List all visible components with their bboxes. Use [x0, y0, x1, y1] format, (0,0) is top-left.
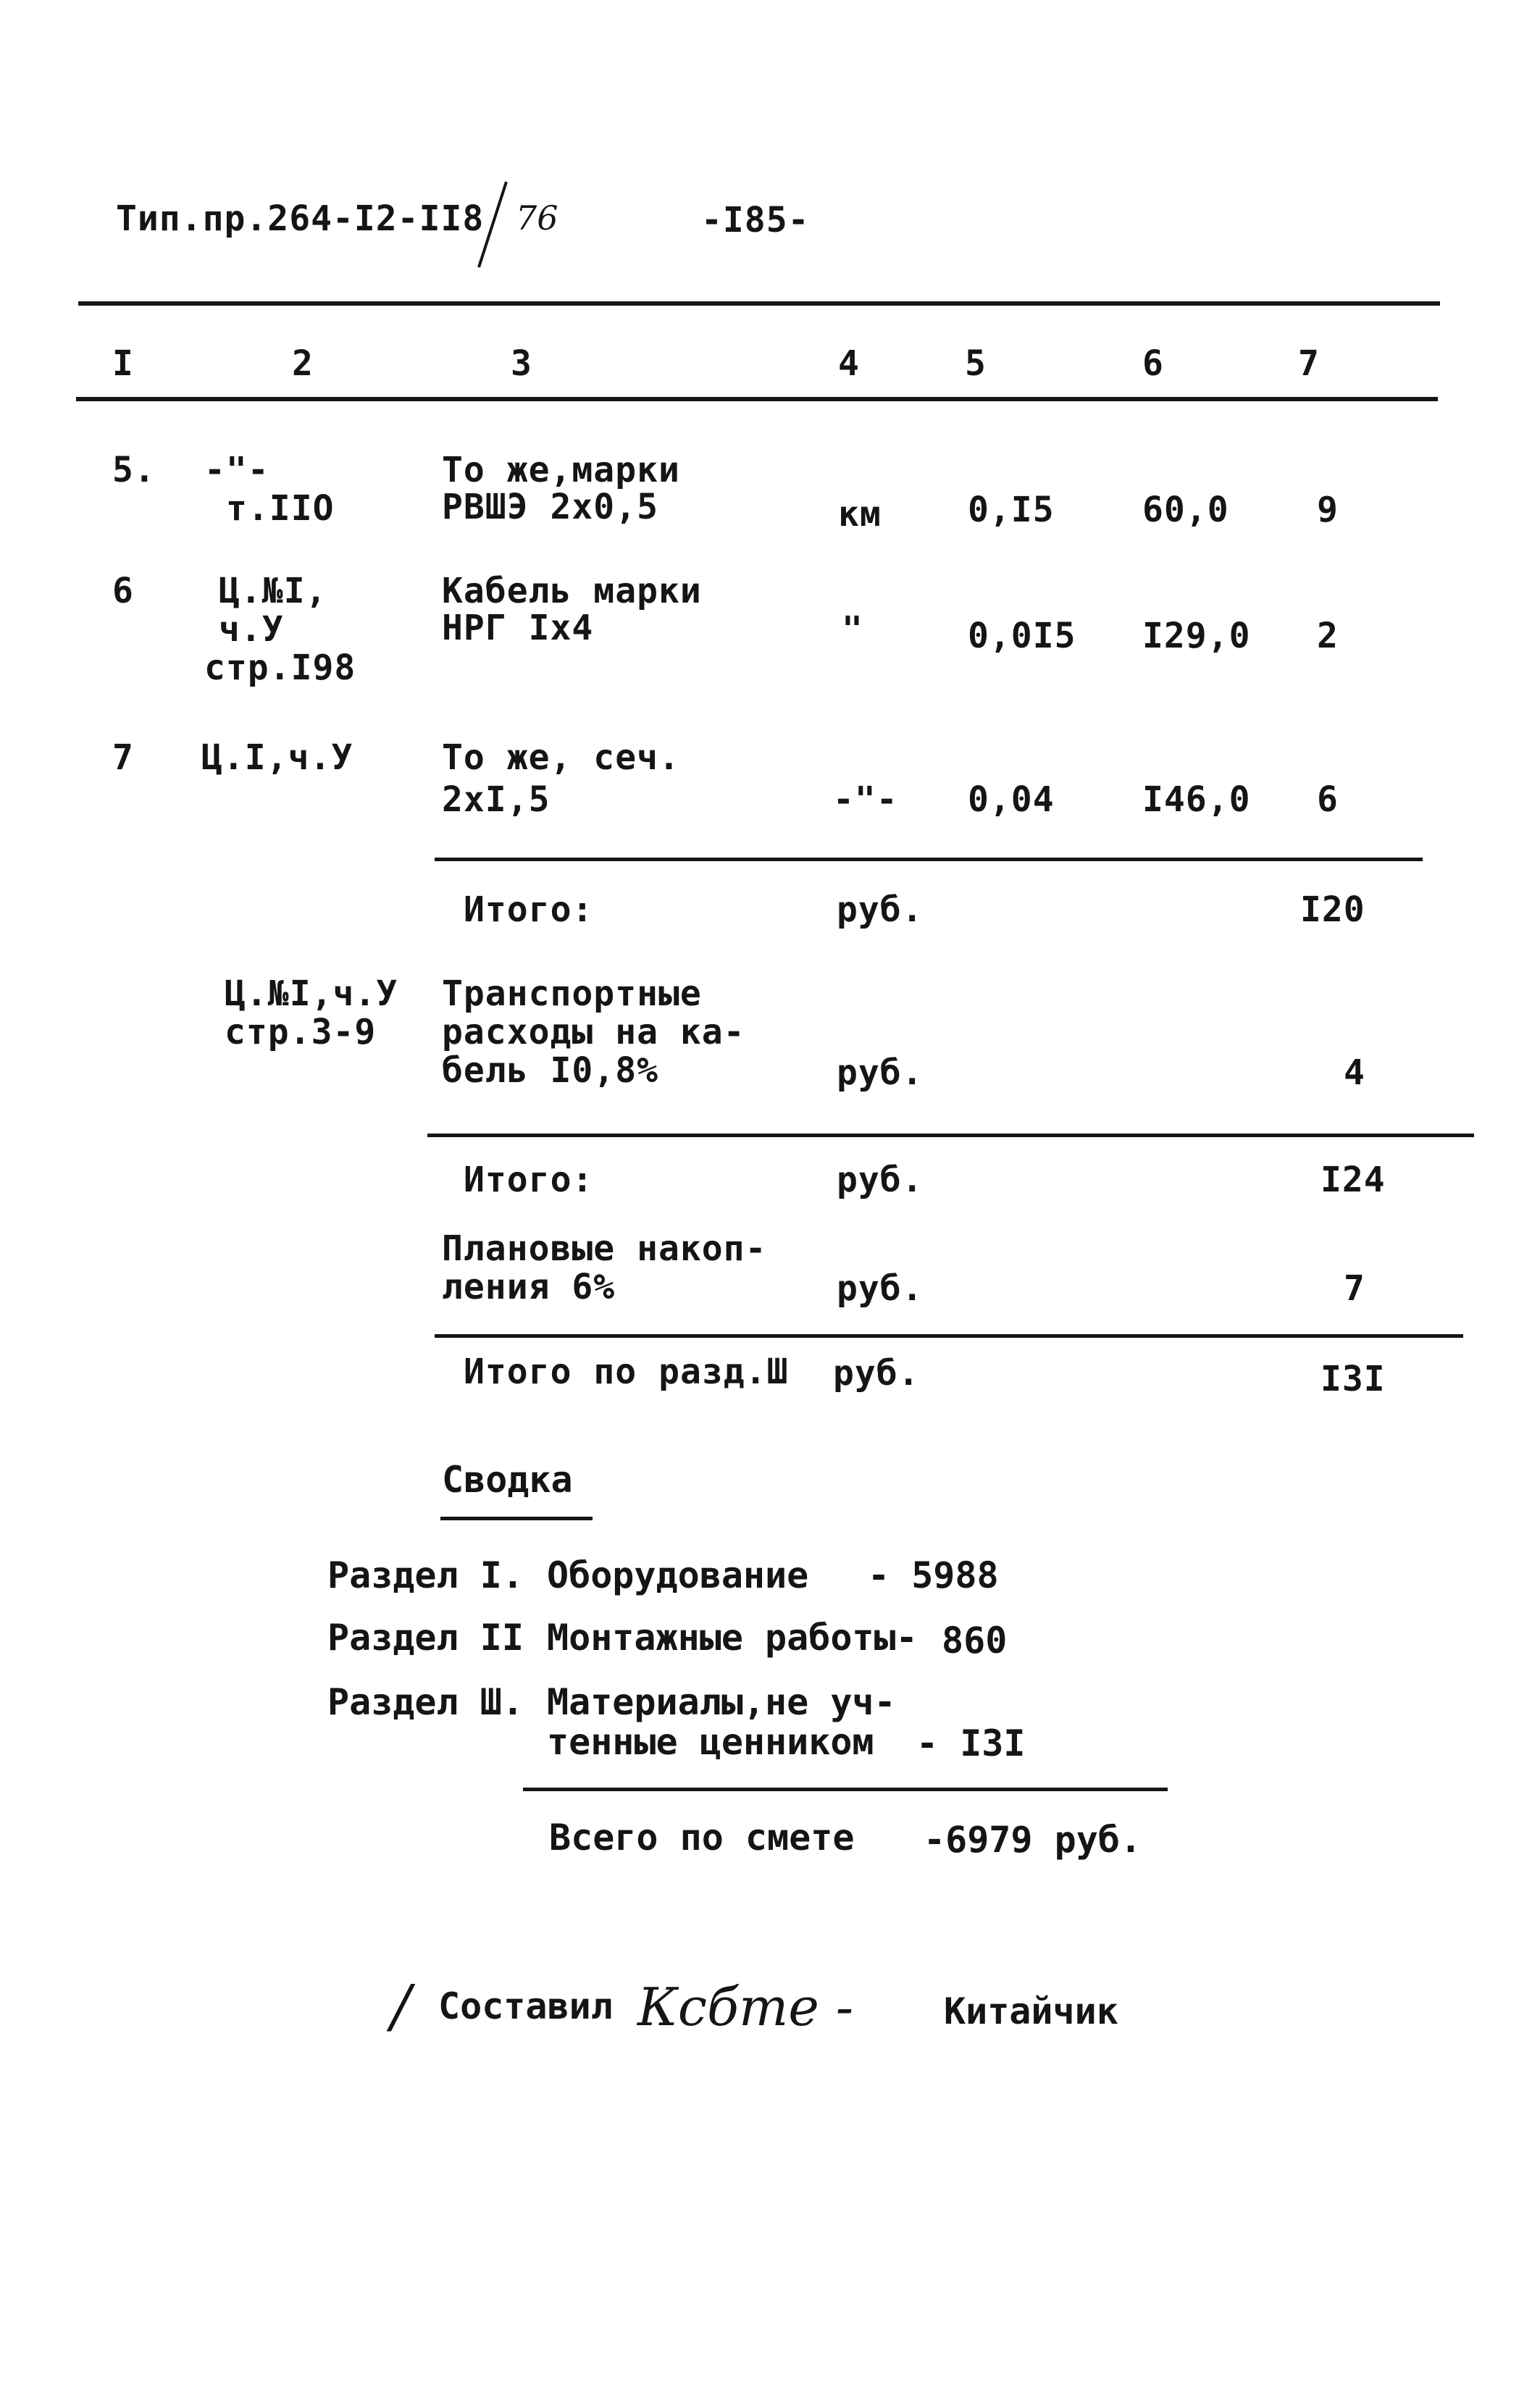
row-total: 2 — [1317, 616, 1339, 656]
grand-total-value: -6979 руб. — [924, 1819, 1142, 1861]
row-description-line: То же, сеч. — [442, 737, 680, 778]
transport-unit: руб. — [837, 1052, 924, 1093]
summary-section: Раздел II — [327, 1617, 524, 1659]
planned-total: 7 — [1344, 1268, 1365, 1309]
row-reference-line: ч.У — [219, 609, 284, 650]
summary-value: - 5988 — [868, 1554, 999, 1596]
planned-description-line: ления 6% — [442, 1267, 616, 1307]
summary-value: 860 — [942, 1620, 1008, 1662]
transport-reference-line: стр.3-9 — [225, 1012, 377, 1052]
transport-reference-line: Ц.№I,ч.У — [225, 973, 398, 1014]
grand-total-rule — [523, 1788, 1168, 1791]
subtotal-rule — [435, 858, 1423, 861]
handwritten-signature: Ксбте - — [637, 1977, 854, 2037]
row-reference-line: Ц.I,ч.У — [201, 737, 353, 778]
row-reference-line: т.IIО — [226, 488, 335, 529]
column-header-5: 5 — [965, 343, 987, 384]
summary-name: Монтажные работы- — [547, 1617, 918, 1659]
column-header-4: 4 — [838, 343, 860, 384]
row-unit: км — [838, 494, 882, 535]
subtotal-total: I24 — [1321, 1160, 1386, 1200]
subtotal-unit: руб. — [837, 1160, 924, 1200]
transport-description-line: бель I0,8% — [442, 1050, 658, 1091]
row-quantity: 0,I5 — [968, 490, 1055, 530]
row-price: I29,0 — [1142, 616, 1251, 656]
summary-section: Раздел Ш. — [327, 1681, 524, 1723]
summary-title-underline — [440, 1517, 593, 1520]
document-reference-handwritten: 76 — [516, 198, 558, 238]
row-unit: -"- — [833, 779, 898, 820]
summary-name: Оборудование — [547, 1554, 809, 1596]
planned-unit: руб. — [837, 1268, 924, 1309]
row-quantity: 0,0I5 — [968, 616, 1076, 656]
column-header-3: 3 — [511, 343, 532, 384]
section-total-rule — [435, 1334, 1463, 1338]
summary-section: Раздел I. — [327, 1554, 524, 1596]
row-price: I46,0 — [1142, 779, 1251, 820]
row-number: 7 — [112, 737, 134, 778]
column-header-1: I — [112, 343, 134, 384]
transport-description-line: расходы на ка- — [442, 1012, 745, 1052]
subtotal-rule — [427, 1134, 1474, 1137]
row-reference-line: -"- — [204, 450, 269, 490]
row-description-line: То же,марки — [442, 450, 680, 490]
row-reference-line: стр.I98 — [204, 648, 356, 688]
row-number: 5. — [112, 450, 156, 490]
grand-total-label: Всего по смете — [549, 1817, 855, 1859]
row-description-line: НРГ Iх4 — [442, 608, 594, 648]
transport-total: 4 — [1344, 1052, 1365, 1093]
handwritten-slash — [474, 177, 511, 272]
subtotal-total: I20 — [1300, 889, 1365, 930]
page-number: -I85- — [701, 200, 810, 240]
row-number: 6 — [112, 571, 134, 611]
column-header-7: 7 — [1298, 343, 1320, 384]
subtotal-label: Итого: — [464, 889, 594, 930]
table-top-rule — [78, 301, 1440, 306]
row-description-line: РВШЭ 2х0,5 — [442, 487, 658, 527]
row-total: 6 — [1317, 779, 1339, 820]
summary-name-line: тенные ценником — [547, 1721, 874, 1763]
subtotal-unit: руб. — [837, 889, 924, 930]
row-quantity: 0,04 — [968, 779, 1055, 820]
row-price: 60,0 — [1142, 490, 1229, 530]
subtotal-label: Итого: — [464, 1160, 594, 1200]
row-description-line: Кабель марки — [442, 571, 702, 611]
section-total-label: Итого по разд.Ш — [464, 1352, 789, 1392]
planned-description-line: Плановые накоп- — [442, 1228, 767, 1269]
row-unit: " — [842, 609, 863, 650]
signature-label: Составил — [438, 1985, 613, 2027]
column-header-2: 2 — [292, 343, 314, 384]
signatory-name: Китайчик — [944, 1990, 1118, 2032]
section-total-value: I3I — [1321, 1359, 1386, 1399]
row-total: 9 — [1317, 490, 1339, 530]
column-header-6: 6 — [1142, 343, 1164, 384]
row-description-line: 2хI,5 — [442, 779, 551, 820]
row-reference-line: Ц.№I, — [219, 571, 327, 611]
summary-title: Сводка — [442, 1459, 573, 1501]
summary-name-line: Материалы,не уч- — [547, 1681, 896, 1723]
transport-description-line: Транспортные — [442, 973, 702, 1014]
section-total-unit: руб. — [833, 1353, 920, 1394]
document-reference: Тип.пр.264-I2-II8 — [116, 198, 485, 239]
summary-value: - I3I — [916, 1722, 1026, 1764]
table-header-rule — [76, 397, 1438, 401]
signature-slash: / — [391, 1972, 411, 2040]
